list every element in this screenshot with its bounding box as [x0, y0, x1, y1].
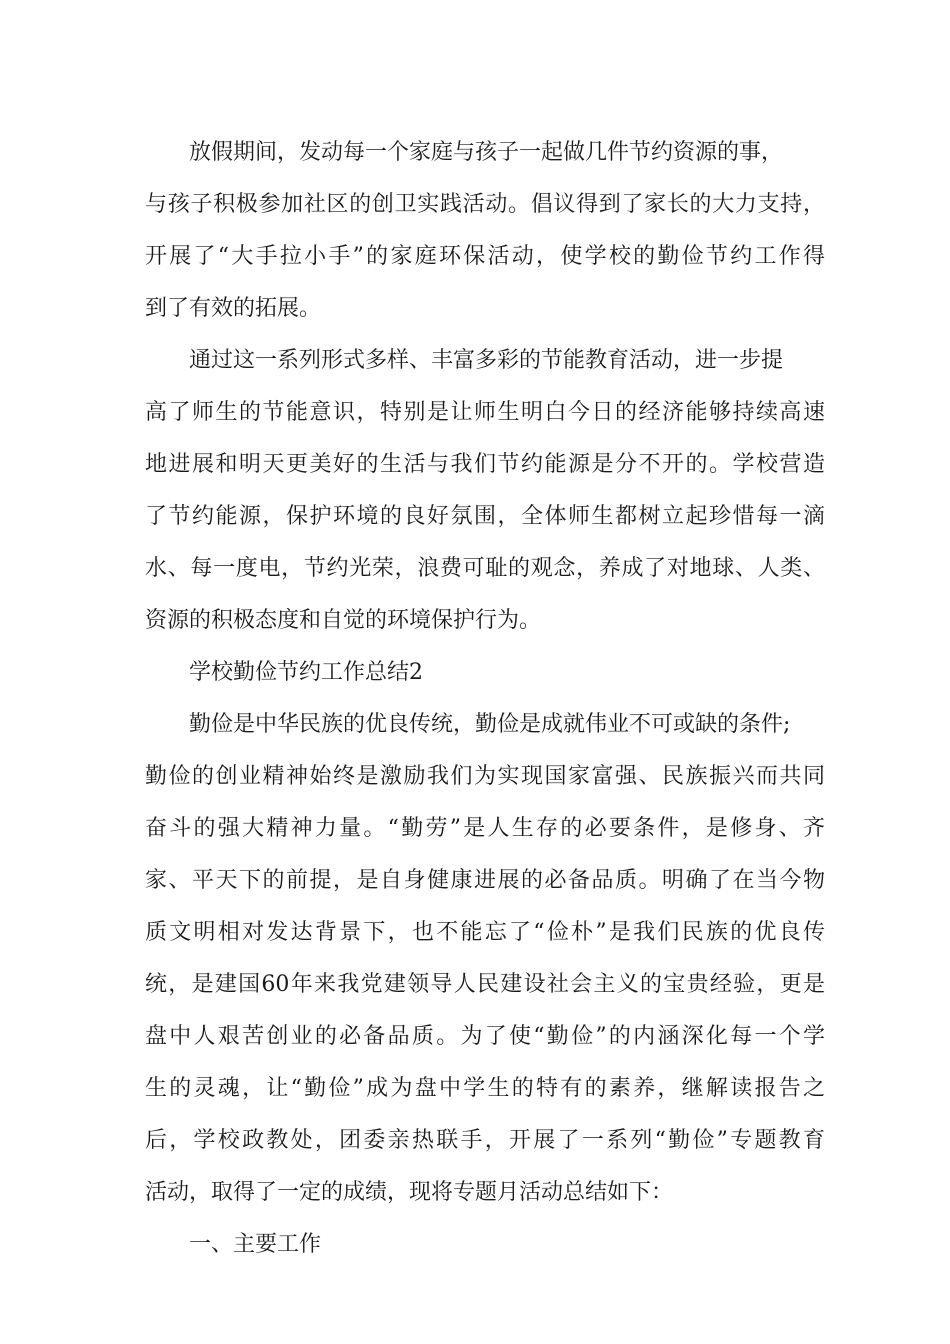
text-line: 与孩子积极参加社区的创卫实践活动。倡议得到了家长的大力支持，: [145, 192, 825, 217]
text-line: 开展了“大手拉小手”的家庭环保活动，使学校的勤俭节约工作得: [145, 244, 825, 269]
text-line: 勤俭的创业精神始终是激励我们为实现国家富强、民族振兴而共同: [145, 764, 825, 789]
text-line: 奋斗的强大精神力量。“勤劳”是人生存的必要条件，是修身、齐: [145, 816, 825, 841]
text-line: 勤俭是中华民族的优良传统，勤俭是成就伟业不可或缺的条件;: [189, 712, 791, 737]
paragraph: [145, 699, 825, 1219]
section-title: [145, 647, 825, 699]
text-line: 放假期间，发动每一个家庭与孩子一起做几件节约资源的事，: [189, 140, 784, 165]
text-line: 了节约能源，保护环境的良好氛围，全体师生都树立起珍惜每一滴: [145, 504, 825, 529]
subheading-text: 一、主要工作: [189, 1232, 322, 1257]
document-body: [145, 127, 825, 1271]
subheading: [145, 1219, 825, 1271]
text-line: 活动，取得了一定的成绩，现将专题月活动总结如下：: [145, 1180, 674, 1205]
text-line: 盘中人艰苦创业的必备品质。为了使“勤俭”的内涵深化每一个学: [145, 1024, 825, 1049]
text-line: 通过这一系列形式多样、丰富多彩的节能教育活动，进一步提: [189, 348, 784, 373]
text-line: 统，是建国60年来我党建领导人民建设社会主义的宝贵经验，更是: [145, 972, 825, 997]
section-title-text: 学校勤俭节约工作总结2: [189, 660, 423, 685]
text-line: 生的灵魂，让“勤俭”成为盘中学生的特有的素养，继解读报告之: [145, 1076, 825, 1101]
text-line: 后，学校政教处，团委亲热联手，开展了一系列“勤俭”专题教育: [145, 1128, 825, 1153]
text-line: 家、平天下的前提，是自身健康进展的必备品质。明确了在当今物: [145, 868, 825, 893]
text-line: 到了有效的拓展。: [145, 296, 322, 321]
text-line: 高了师生的节能意识，特别是让师生明白今日的经济能够持续高速: [145, 400, 825, 425]
paragraph: [145, 335, 825, 647]
paragraph: [145, 127, 825, 335]
text-line: 质文明相对发达背景下，也不能忘了“俭朴”是我们民族的优良传: [145, 920, 825, 945]
text-line: 水、每一度电，节约光荣，浪费可耻的观念，养成了对地球、人类、: [145, 556, 825, 581]
text-line: 地进展和明天更美好的生活与我们节约能源是分不开的。学校营造: [145, 452, 825, 477]
text-line: 资源的积极态度和自觉的环境保护行为。: [145, 608, 542, 633]
